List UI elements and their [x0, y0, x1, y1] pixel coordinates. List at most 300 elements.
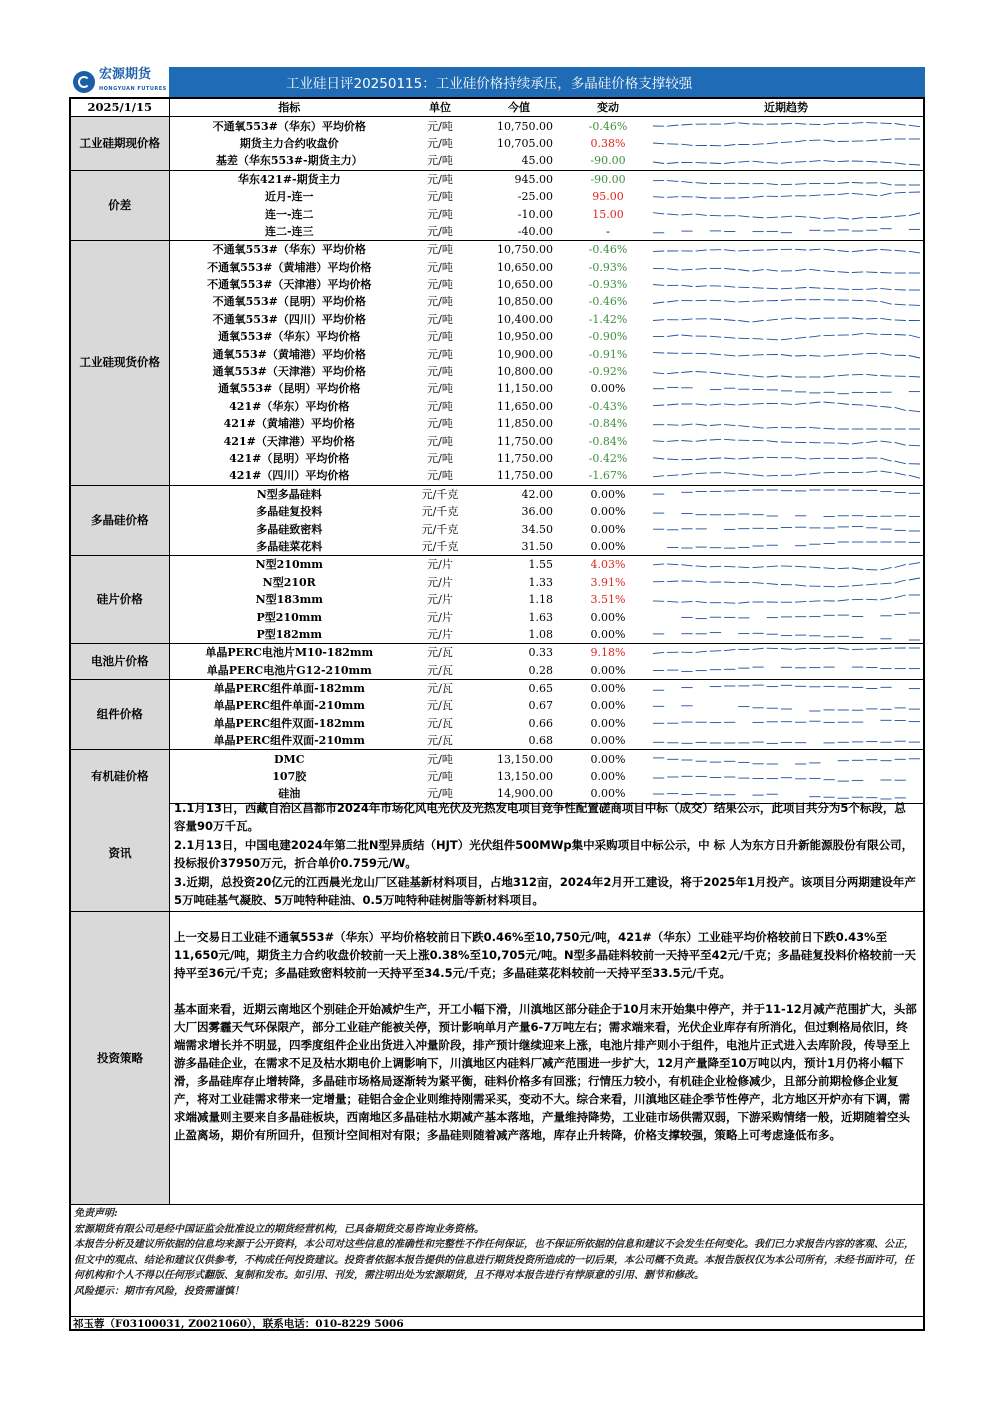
sparkline-segment: [795, 458, 806, 459]
sparkline-segment: [767, 441, 778, 442]
sparkline-segment: [696, 601, 707, 602]
sparkline-segment: [767, 250, 778, 251]
sparkline-chart: [653, 155, 923, 167]
indicator-name: P型210mm: [256, 610, 322, 624]
sparkline-segment: [880, 598, 891, 600]
sparkline-segment: [724, 566, 735, 567]
value-cell: 0.33: [528, 646, 553, 660]
sparkline-segment: [767, 339, 778, 340]
sparkline-segment: [753, 427, 764, 428]
unit-cell: 元/吨: [427, 119, 453, 133]
value-cell: 11,850.00: [497, 417, 553, 431]
sparkline-segment: [809, 269, 820, 270]
sparkline-segment: [824, 124, 835, 125]
table-row: [71, 432, 923, 449]
sparkline-segment: [753, 376, 764, 377]
unit-cell: 元/千克: [421, 522, 459, 536]
section-label: 工业硅期现价格: [71, 117, 169, 170]
change-cell: -90.00: [567, 152, 649, 170]
sparkline-segment: [710, 354, 721, 355]
value-cell: 11,650.00: [497, 399, 553, 413]
trend-sparkline: [649, 538, 923, 556]
sparkline-segment: [653, 476, 664, 477]
unit-cell: 元/吨: [427, 243, 453, 257]
sparkline-segment: [781, 403, 792, 404]
change-cell: -0.46%: [588, 295, 628, 309]
sparkline-segment: [880, 250, 891, 251]
strategy-body: [174, 928, 917, 1144]
sparkline-segment: [781, 300, 792, 301]
sparkline-segment: [866, 405, 877, 406]
unit-cell: 元/瓦: [427, 716, 453, 730]
trend-sparkline: [649, 608, 923, 625]
sparkline-segment: [738, 123, 749, 124]
sparkline-segment: [866, 140, 877, 141]
sparkline-segment: [653, 197, 664, 198]
sparkline-segment: [724, 144, 735, 145]
sparkline-segment: [681, 319, 692, 320]
sparkline-segment: [866, 250, 877, 251]
sparkline-segment: [852, 218, 863, 219]
sparkline-segment: [795, 584, 806, 585]
sparkline-segment: [866, 583, 877, 584]
sparkline-segment: [824, 218, 835, 219]
sparkline-segment: [824, 140, 835, 141]
value-cell: 10,750.00: [497, 119, 553, 133]
sparkline-segment: [781, 142, 792, 143]
sparkline-segment: [781, 162, 792, 163]
sparkline-chart: [653, 683, 923, 695]
sparkline-segment: [895, 443, 906, 446]
sparkline-segment: [809, 217, 820, 218]
disclaimer-line: 宏源期货有限公司是经中国证监会批准设立的期货经营机构，已具备期货交易咨询业务资格。: [74, 1223, 484, 1235]
unit-cell: 元/片: [427, 558, 453, 572]
sparkline-segment: [838, 585, 849, 586]
sparkline-segment: [852, 568, 863, 570]
change-cell: 0.00%: [590, 699, 626, 713]
sparkline-segment: [838, 648, 849, 649]
table-row: [71, 608, 923, 625]
change-cell: 0.00%: [567, 538, 649, 556]
unit-cell: 元/片: [409, 626, 471, 644]
indicator-name: 单晶PERC组件双面-182mm: [213, 716, 365, 730]
sparkline-segment: [909, 376, 920, 377]
table-row: [71, 241, 923, 259]
change-cell: -0.84%: [588, 434, 628, 448]
sparkline-segment: [852, 404, 863, 405]
sparkline-segment: [753, 217, 764, 218]
indicator-name: 不通氧553#（华东）平均价格: [212, 119, 366, 133]
sparkline-segment: [753, 457, 764, 458]
trend-sparkline: [649, 311, 923, 328]
sparkline-segment: [838, 271, 849, 272]
news-item: 3.近期，总投资20亿元的江西晨光龙山厂区硅基新材料项目，占地312亩，2024年2月开工建设，将于2025年1月投产。该项目分两期建设年产5万吨硅基气凝胶、5万吨特种硅油、0.5万吨特种硅树脂等新材料项目。: [174, 875, 916, 907]
sparkline-segment: [809, 473, 820, 474]
sparkline-segment: [738, 161, 749, 162]
table-row: [71, 328, 923, 345]
sparkline-segment: [710, 372, 721, 373]
sparkline-segment: [696, 440, 707, 441]
sparkline-segment: [724, 473, 735, 474]
value-cell: 14,900.00: [471, 785, 567, 803]
sparkline-segment: [852, 443, 863, 444]
sparkline-segment: [824, 288, 835, 289]
trend-sparkline: [649, 520, 923, 537]
value-cell: 0.66: [528, 716, 553, 730]
sparkline-segment: [753, 196, 764, 197]
table-row: [71, 644, 923, 662]
disclaimer-risk: 风险提示：期市有风险，投资需谨慎！: [74, 1285, 244, 1297]
sparkline-segment: [753, 269, 764, 270]
sparkline-segment: [667, 301, 678, 302]
sparkline-segment: [681, 424, 692, 425]
disclaimer-title: 免责声明:: [74, 1208, 118, 1219]
trend-sparkline: [649, 697, 923, 714]
indicator-name: 硅油: [169, 785, 409, 803]
sparkline-segment: [824, 428, 835, 429]
value-cell: 10,800.00: [497, 365, 553, 379]
sparkline-segment: [909, 410, 920, 411]
value-cell: 10,750.00: [497, 243, 553, 257]
sparkline-segment: [710, 651, 721, 652]
value-cell: 10,705.00: [497, 136, 553, 150]
sparkline-segment: [852, 271, 863, 272]
sparkline-segment: [781, 376, 792, 377]
sparkline-segment: [781, 124, 792, 125]
indicator-name: 基差（华东553#-期货主力）: [169, 152, 409, 170]
change-cell: 0.00%: [590, 610, 626, 624]
sparkline-segment: [795, 269, 806, 271]
indicator-name: 421#（华东）平均价格: [229, 399, 350, 413]
change-cell: -0.46%: [588, 119, 628, 133]
sparkline-segment: [681, 441, 692, 442]
indicator-name: 通氧553#（昆明）平均价格: [218, 382, 361, 396]
col-trend-header: 近期趋势: [649, 99, 923, 117]
sparkline-chart: [653, 559, 923, 571]
sparkline-segment: [866, 194, 877, 195]
sparkline-chart: [653, 647, 923, 659]
strategy-summary: 上一交易日工业硅不通氧553#（华东）平均价格较前日下跌0.46%至10,750元/吨，421#（华东）工业硅平均价格较前日下跌0.43%至11,650元/吨，期货主力合约收盘价较前一天上涨0.38%至10,705元/吨。N型多晶硅料较前一天持平至42元/千克；多晶硅复投料价格较前一天持平至36元/千克；多晶硅致密料较前一天持平至34.5元/千克；多晶硅菜花料较前一天持平至33.5元/千克。: [174, 930, 916, 980]
table-row: [71, 259, 923, 276]
sparkline-chart: [653, 506, 923, 518]
sparkline-segment: [866, 161, 877, 162]
sparkline-segment: [767, 476, 778, 477]
unit-cell: 元/瓦: [427, 646, 453, 660]
sparkline-chart: [653, 366, 923, 378]
table-row: [71, 223, 923, 241]
sparkline-segment: [809, 427, 820, 428]
sparkline-segment: [895, 461, 906, 464]
sparkline-segment: [895, 595, 906, 598]
table-row: [71, 485, 923, 503]
sparkline-segment: [710, 336, 721, 337]
value-cell: 0.28: [471, 662, 567, 680]
sparkline-segment: [824, 249, 835, 250]
sparkline-segment: [880, 288, 891, 289]
unit-cell: 元/吨: [427, 382, 453, 396]
change-cell: 95.00: [592, 190, 624, 204]
sparkline-segment: [753, 403, 764, 404]
table-row: [71, 574, 923, 591]
sparkline-segment: [681, 181, 692, 182]
sparkline-segment: [795, 403, 806, 404]
change-cell: 0.00%: [567, 732, 649, 750]
indicator-name: 期货主力合约收盘价: [239, 136, 339, 150]
indicator-name: 421#（昆明）平均价格: [229, 452, 350, 465]
sparkline-segment: [795, 249, 806, 250]
sparkline-chart: [653, 489, 923, 501]
sparkline-segment: [767, 288, 778, 289]
sparkline-segment: [838, 600, 849, 601]
sparkline-segment: [838, 182, 849, 183]
sparkline-segment: [724, 373, 735, 374]
table-row: [71, 276, 923, 293]
sparkline-segment: [795, 356, 806, 357]
sparkline-segment: [710, 440, 721, 441]
sparkline-segment: [880, 442, 891, 443]
analyst-contact: 祁玉蓉（F03100031, Z0021060），联系电话：010-8229 5006: [71, 1316, 925, 1331]
sparkline-segment: [724, 603, 735, 604]
table-row: [71, 662, 923, 680]
sparkline-segment: [738, 216, 749, 217]
sparkline-segment: [795, 124, 806, 125]
table-row: [71, 697, 923, 714]
sparkline-segment: [809, 567, 820, 568]
sparkline-segment: [824, 356, 835, 357]
sparkline-segment: [880, 182, 891, 184]
sparkline-chart: [653, 191, 923, 203]
sparkline-segment: [753, 582, 764, 583]
indicator-name: 连一-连二: [264, 207, 314, 221]
section-label: 有机硅价格: [71, 750, 169, 803]
sparkline-segment: [781, 339, 792, 340]
change-cell: -0.46%: [588, 243, 628, 257]
sparkline-segment: [909, 126, 920, 128]
change-cell: 0.00%: [590, 716, 626, 730]
sparkline-segment: [667, 404, 678, 405]
sparkline-segment: [738, 404, 749, 405]
trend-sparkline: [649, 380, 923, 397]
indicator-name: 107胶: [272, 770, 307, 784]
table-row: [71, 750, 923, 768]
table-row: [71, 556, 923, 574]
indicator-name: 多晶硅菜花料: [169, 538, 409, 556]
strategy-section: [71, 912, 923, 1205]
change-cell: -0.92%: [588, 365, 628, 379]
table-row: [71, 293, 923, 310]
sparkline-segment: [880, 458, 891, 461]
sparkline-segment: [767, 183, 778, 184]
table-row: [71, 732, 923, 750]
section-label: 工业硅现货价格: [71, 241, 169, 485]
sparkline-segment: [852, 584, 863, 585]
sparkline-segment: [895, 320, 906, 321]
sparkline-segment: [667, 125, 678, 126]
sparkline-segment: [866, 288, 877, 289]
sparkline-segment: [696, 473, 707, 474]
sparkline-segment: [852, 182, 863, 183]
sparkline-segment: [696, 214, 707, 215]
value-cell: 45.00: [471, 152, 567, 170]
sparkline-segment: [738, 320, 749, 321]
table-row: [71, 679, 923, 697]
unit-cell: 元/吨: [427, 752, 453, 766]
unit-cell: 元/吨: [427, 770, 453, 784]
change-cell: 3.51%: [590, 593, 626, 607]
unit-cell: 元/吨: [427, 260, 453, 274]
change-cell: 4.03%: [590, 558, 626, 572]
sparkline-segment: [895, 565, 906, 568]
indicator-name: 通氧553#（华东）平均价格: [218, 330, 361, 344]
sparkline-segment: [753, 161, 764, 162]
col-change-header: 变动: [567, 99, 649, 117]
sparkline-segment: [753, 567, 764, 568]
change-cell: 9.18%: [590, 646, 626, 660]
sparkline-segment: [880, 471, 891, 473]
sparkline-segment: [667, 163, 678, 164]
sparkline-segment: [909, 475, 920, 478]
sparkline-segment: [724, 582, 735, 583]
sparkline-segment: [909, 356, 920, 359]
indicator-name: 单晶PERC电池片M10-182mm: [205, 646, 374, 660]
company-logo: [69, 67, 169, 97]
sparkline-segment: [795, 566, 806, 567]
sparkline-segment: [710, 458, 721, 459]
trend-sparkline: [649, 152, 923, 170]
sparkline-segment: [880, 162, 891, 163]
sparkline-segment: [653, 143, 664, 144]
sparkline-segment: [724, 425, 735, 426]
sparkline-segment: [753, 355, 764, 356]
sparkline-segment: [852, 354, 863, 355]
sparkline-segment: [653, 319, 664, 320]
sparkline-segment: [667, 475, 678, 476]
strategy-analysis: 基本面来看，近期云南地区个别硅企开始减炉生产，开工小幅下滑，川滇地区部分硅企于10月末开始集中停产，并于11-12月减产范围扩大，头部大厂因雾霾天气环保限产，部分工业硅产能被关停，预计影响单月产量6-7万吨左右；需求端来看，光伏企业库存有所消化，但过剩格局依旧，终端需求增长并不明显，四季度组件企业出货进入冲量阶段，排产预计继续迎来上涨，电池片排产则小于组件，电池片正式进入去库阶段，传导至上游多晶硅企业，在需求不足及枯水期电价上调影响下，川滇地区内硅料厂减产范围进一步扩大，12月产量降至10万吨以内，预计1月仍将小幅下滑，多晶硅库存止增转降，多晶硅市场格局逐渐转为紧平衡，硅料价格多有回涨；行情压力较小，有机硅企业检修减少，且部分前期检修企业复产，将对工业硅需求带来一定增量；硅铝合金企业则维持刚需采买，变动不大。综合来看，川滇地区硅企季节性停产，北方地区开炉亦有下调，需求端减量则主要来自多晶硅板块，西南地区多晶硅枯水期减产基本落地，产量维持降势，工业硅市场供需双弱，下游采购情绪一般，近期随着空头止盈离场，期价有所回升，但预计空间相对有限；多晶硅则随着减产落地，库存止升转降，价格支撑较强，策略上可考虑逢低布多。: [174, 1002, 917, 1142]
trend-sparkline: [649, 732, 923, 750]
news-body: [174, 799, 917, 910]
table-row: [71, 398, 923, 415]
sparkline-segment: [738, 374, 749, 375]
sparkline-segment: [667, 268, 678, 269]
sparkline-segment: [895, 407, 906, 410]
sparkline-segment: [653, 441, 664, 442]
sparkline-chart: [653, 138, 923, 150]
indicator-name: 单晶PERC电池片G12-210mm: [169, 662, 409, 680]
value-cell: 10,850.00: [497, 295, 553, 309]
sparkline-segment: [738, 602, 749, 603]
sparkline-segment: [866, 471, 877, 472]
sparkline-segment: [753, 648, 764, 649]
trend-sparkline: [649, 750, 923, 768]
sparkline-segment: [681, 601, 692, 602]
change-cell: 0.00%: [590, 770, 626, 784]
sparkline-chart: [653, 523, 923, 535]
sparkline-segment: [767, 142, 778, 143]
trend-sparkline: [649, 223, 923, 241]
sparkline-chart: [653, 435, 923, 447]
indicator-name: 多晶硅致密料: [256, 522, 323, 536]
sparkline-segment: [866, 442, 877, 444]
sparkline-segment: [667, 425, 678, 426]
table-row: [71, 363, 923, 380]
sparkline-segment: [753, 288, 764, 289]
sparkline-segment: [724, 337, 735, 338]
news-item: 1.1月13日，西藏自治区昌都市2024年市场化风电光伏及光热发电项目竞争性配置磋商项目中标（成交）结果公示，此项目共分为5个标段，总容量90万千瓦。: [174, 801, 906, 833]
trend-sparkline: [649, 450, 923, 467]
trend-sparkline: [649, 503, 923, 520]
sparkline-segment: [753, 475, 764, 476]
sparkline-segment: [852, 251, 863, 252]
unit-cell: 元/吨: [427, 278, 453, 292]
sparkline-segment: [795, 183, 806, 184]
sparkline-segment: [681, 144, 692, 145]
sparkline-segment: [667, 459, 678, 460]
sparkline-segment: [824, 270, 835, 271]
sparkline-segment: [696, 197, 707, 198]
sparkline-segment: [681, 214, 692, 215]
sparkline-segment: [696, 458, 707, 459]
change-cell: 0.00%: [590, 505, 626, 519]
trend-sparkline: [649, 276, 923, 293]
value-cell: 10,650.00: [497, 278, 553, 292]
change-cell: -: [567, 223, 649, 241]
table-row: [71, 117, 923, 135]
sparkline-chart: [653, 665, 923, 677]
sparkline-segment: [738, 197, 749, 198]
value-cell: 11,750.00: [471, 467, 567, 485]
sparkline-segment: [852, 333, 863, 335]
sparkline-segment: [866, 374, 877, 375]
sparkline-segment: [866, 333, 877, 334]
sparkline-segment: [681, 474, 692, 475]
value-cell: 36.00: [521, 505, 553, 519]
sparkline-segment: [909, 213, 920, 216]
col-unit-header: 单位: [409, 99, 471, 117]
change-cell: -0.43%: [588, 399, 628, 413]
sparkline-segment: [824, 402, 835, 403]
sparkline-segment: [795, 287, 806, 288]
sparkline-chart: [653, 418, 923, 430]
unit-cell: 元/千克: [409, 538, 471, 556]
sparkline-chart: [653, 208, 923, 220]
change-cell: -0.93%: [588, 278, 628, 292]
sparkline-segment: [696, 581, 707, 582]
sparkline-chart: [653, 331, 923, 343]
sparkline-segment: [852, 458, 863, 459]
sparkline-segment: [781, 196, 792, 197]
change-cell: -0.84%: [588, 417, 628, 431]
sparkline-chart: [653, 753, 923, 765]
sparkline-segment: [880, 302, 891, 305]
unit-cell: 元/吨: [427, 347, 453, 361]
sparkline-segment: [710, 318, 721, 319]
trend-sparkline: [649, 626, 923, 644]
sparkline-segment: [681, 371, 692, 372]
sparkline-segment: [795, 162, 806, 163]
sparkline-segment: [909, 335, 920, 338]
sparkline-segment: [880, 375, 891, 376]
value-cell: 10,900.00: [497, 347, 553, 361]
change-cell: -90.00: [590, 172, 626, 186]
table-row: [71, 503, 923, 520]
sparkline-segment: [696, 371, 707, 372]
value-cell: 0.68: [471, 732, 567, 750]
sparkline-segment: [781, 217, 792, 218]
sparkline-segment: [809, 287, 820, 288]
unit-cell: 元/吨: [427, 136, 453, 150]
sparkline-segment: [767, 319, 778, 320]
sparkline-segment: [880, 318, 891, 320]
